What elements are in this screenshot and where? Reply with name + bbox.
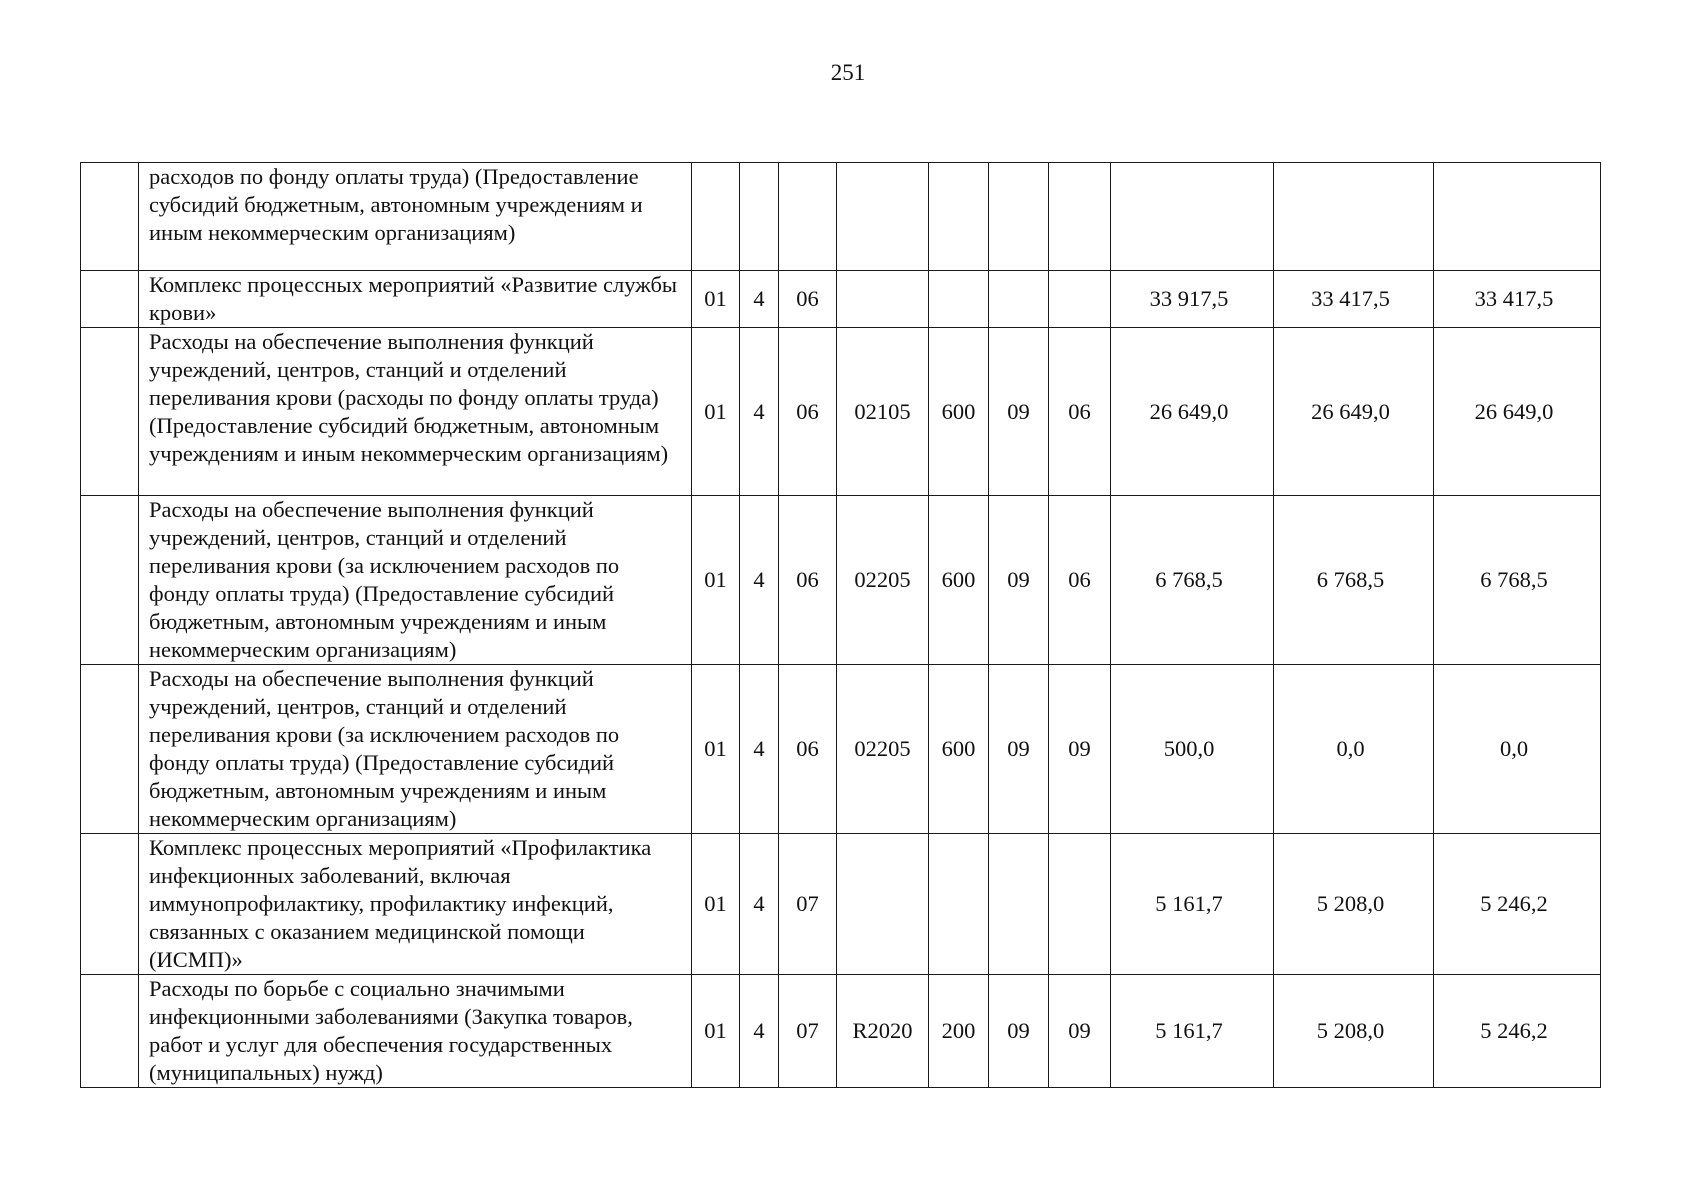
- code-expense-type: [929, 271, 989, 328]
- code-section: [989, 834, 1049, 975]
- row-number: [81, 975, 139, 1088]
- amount-year-2: 6 768,5: [1274, 496, 1434, 665]
- code-subsection: 06: [1049, 496, 1111, 665]
- code-direction: [837, 163, 929, 271]
- code-direction: 02105: [837, 328, 929, 496]
- code-expense-type: 600: [929, 496, 989, 665]
- code-subprogram: 4: [740, 328, 779, 496]
- row-number: [81, 271, 139, 328]
- code-direction: R2020: [837, 975, 929, 1088]
- expense-description: Расходы на обеспечение выполнения функций учреждений, центров, станций и отделений переливания крови (расходы по фонду оплаты труда) (Предоставление субсидий бюджетным, автономным учреждениям и иным некоммерческим организациям): [139, 328, 692, 496]
- amount-year-1: 500,0: [1111, 665, 1274, 834]
- code-section: [989, 163, 1049, 271]
- table-row: [81, 271, 1601, 328]
- code-subsection: [1049, 163, 1111, 271]
- amount-year-2: 33 417,5: [1274, 271, 1434, 328]
- amount-year-3: [1434, 163, 1601, 271]
- row-number: [81, 163, 139, 271]
- code-program: 01: [692, 271, 740, 328]
- page-number: 251: [830, 60, 866, 85]
- amount-year-3: 6 768,5: [1434, 496, 1601, 665]
- code-section: 09: [989, 496, 1049, 665]
- code-subsection: [1049, 271, 1111, 328]
- code-complex: 06: [779, 328, 837, 496]
- code-expense-type: 600: [929, 665, 989, 834]
- code-complex: [779, 163, 837, 271]
- code-complex: 06: [779, 496, 837, 665]
- amount-year-2: [1274, 163, 1434, 271]
- code-subprogram: [740, 163, 779, 271]
- code-expense-type: 600: [929, 328, 989, 496]
- amount-year-3: 26 649,0: [1434, 328, 1601, 496]
- code-subprogram: 4: [740, 834, 779, 975]
- code-program: 01: [692, 496, 740, 665]
- table-row: [81, 665, 1601, 834]
- expense-description: Комплекс процессных мероприятий «Развитие службы крови»: [139, 271, 692, 328]
- code-program: 01: [692, 834, 740, 975]
- code-subsection: 09: [1049, 975, 1111, 1088]
- row-number: [81, 834, 139, 975]
- code-section: 09: [989, 665, 1049, 834]
- amount-year-2: 5 208,0: [1274, 834, 1434, 975]
- amount-year-1: 26 649,0: [1111, 328, 1274, 496]
- amount-year-2: 0,0: [1274, 665, 1434, 834]
- amount-year-2: 26 649,0: [1274, 328, 1434, 496]
- code-subprogram: 4: [740, 496, 779, 665]
- amount-year-3: 5 246,2: [1434, 975, 1601, 1088]
- expense-description: Расходы по борьбе с социально значимыми инфекционными заболеваниями (Закупка товаров, работ и услуг для обеспечения государственных (муниципальных) нужд): [139, 975, 692, 1088]
- code-subsection: [1049, 834, 1111, 975]
- code-expense-type: [929, 163, 989, 271]
- code-complex: 06: [779, 271, 837, 328]
- code-subprogram: 4: [740, 665, 779, 834]
- row-number: [81, 665, 139, 834]
- row-number: [81, 496, 139, 665]
- amount-year-1: 33 917,5: [1111, 271, 1274, 328]
- code-expense-type: [929, 834, 989, 975]
- table-row: [81, 834, 1601, 975]
- amount-year-2: 5 208,0: [1274, 975, 1434, 1088]
- amount-year-3: 0,0: [1434, 665, 1601, 834]
- table-row: [81, 496, 1601, 665]
- table-row: [81, 163, 1601, 271]
- table-row: [81, 328, 1601, 496]
- code-program: 01: [692, 975, 740, 1088]
- expense-description: Комплекс процессных мероприятий «Профилактика инфекционных заболеваний, включая иммунопрофилактику, профилактику инфекций, связанных с оказанием медицинской помощи (ИСМП)»: [139, 834, 692, 975]
- row-number: [81, 328, 139, 496]
- code-program: 01: [692, 328, 740, 496]
- code-section: 09: [989, 975, 1049, 1088]
- amount-year-3: 33 417,5: [1434, 271, 1601, 328]
- code-subprogram: 4: [740, 975, 779, 1088]
- table-row: [81, 975, 1601, 1088]
- budget-table: [80, 162, 1601, 1088]
- expense-description: расходов по фонду оплаты труда) (Предоставление субсидий бюджетным, автономным учреждениям и иным некоммерческим организациям): [139, 163, 692, 271]
- code-program: [692, 163, 740, 271]
- amount-year-1: 5 161,7: [1111, 834, 1274, 975]
- amount-year-3: 5 246,2: [1434, 834, 1601, 975]
- code-section: [989, 271, 1049, 328]
- code-subsection: 09: [1049, 665, 1111, 834]
- code-expense-type: 200: [929, 975, 989, 1088]
- amount-year-1: 6 768,5: [1111, 496, 1274, 665]
- amount-year-1: [1111, 163, 1274, 271]
- expense-description: Расходы на обеспечение выполнения функций учреждений, центров, станций и отделений переливания крови (за исключением расходов по фонду оплаты труда) (Предоставление субсидий бюджетным, автономным учреждениям и иным некоммерческим организациям): [139, 496, 692, 665]
- code-complex: 07: [779, 834, 837, 975]
- amount-year-1: 5 161,7: [1111, 975, 1274, 1088]
- expense-description: Расходы на обеспечение выполнения функций учреждений, центров, станций и отделений переливания крови (за исключением расходов по фонду оплаты труда) (Предоставление субсидий бюджетным, автономным учреждениям и иным некоммерческим организациям): [139, 665, 692, 834]
- code-subsection: 06: [1049, 328, 1111, 496]
- code-program: 01: [692, 665, 740, 834]
- code-direction: [837, 834, 929, 975]
- code-direction: [837, 271, 929, 328]
- code-complex: 06: [779, 665, 837, 834]
- code-subprogram: 4: [740, 271, 779, 328]
- code-direction: 02205: [837, 496, 929, 665]
- code-complex: 07: [779, 975, 837, 1088]
- code-section: 09: [989, 328, 1049, 496]
- code-direction: 02205: [837, 665, 929, 834]
